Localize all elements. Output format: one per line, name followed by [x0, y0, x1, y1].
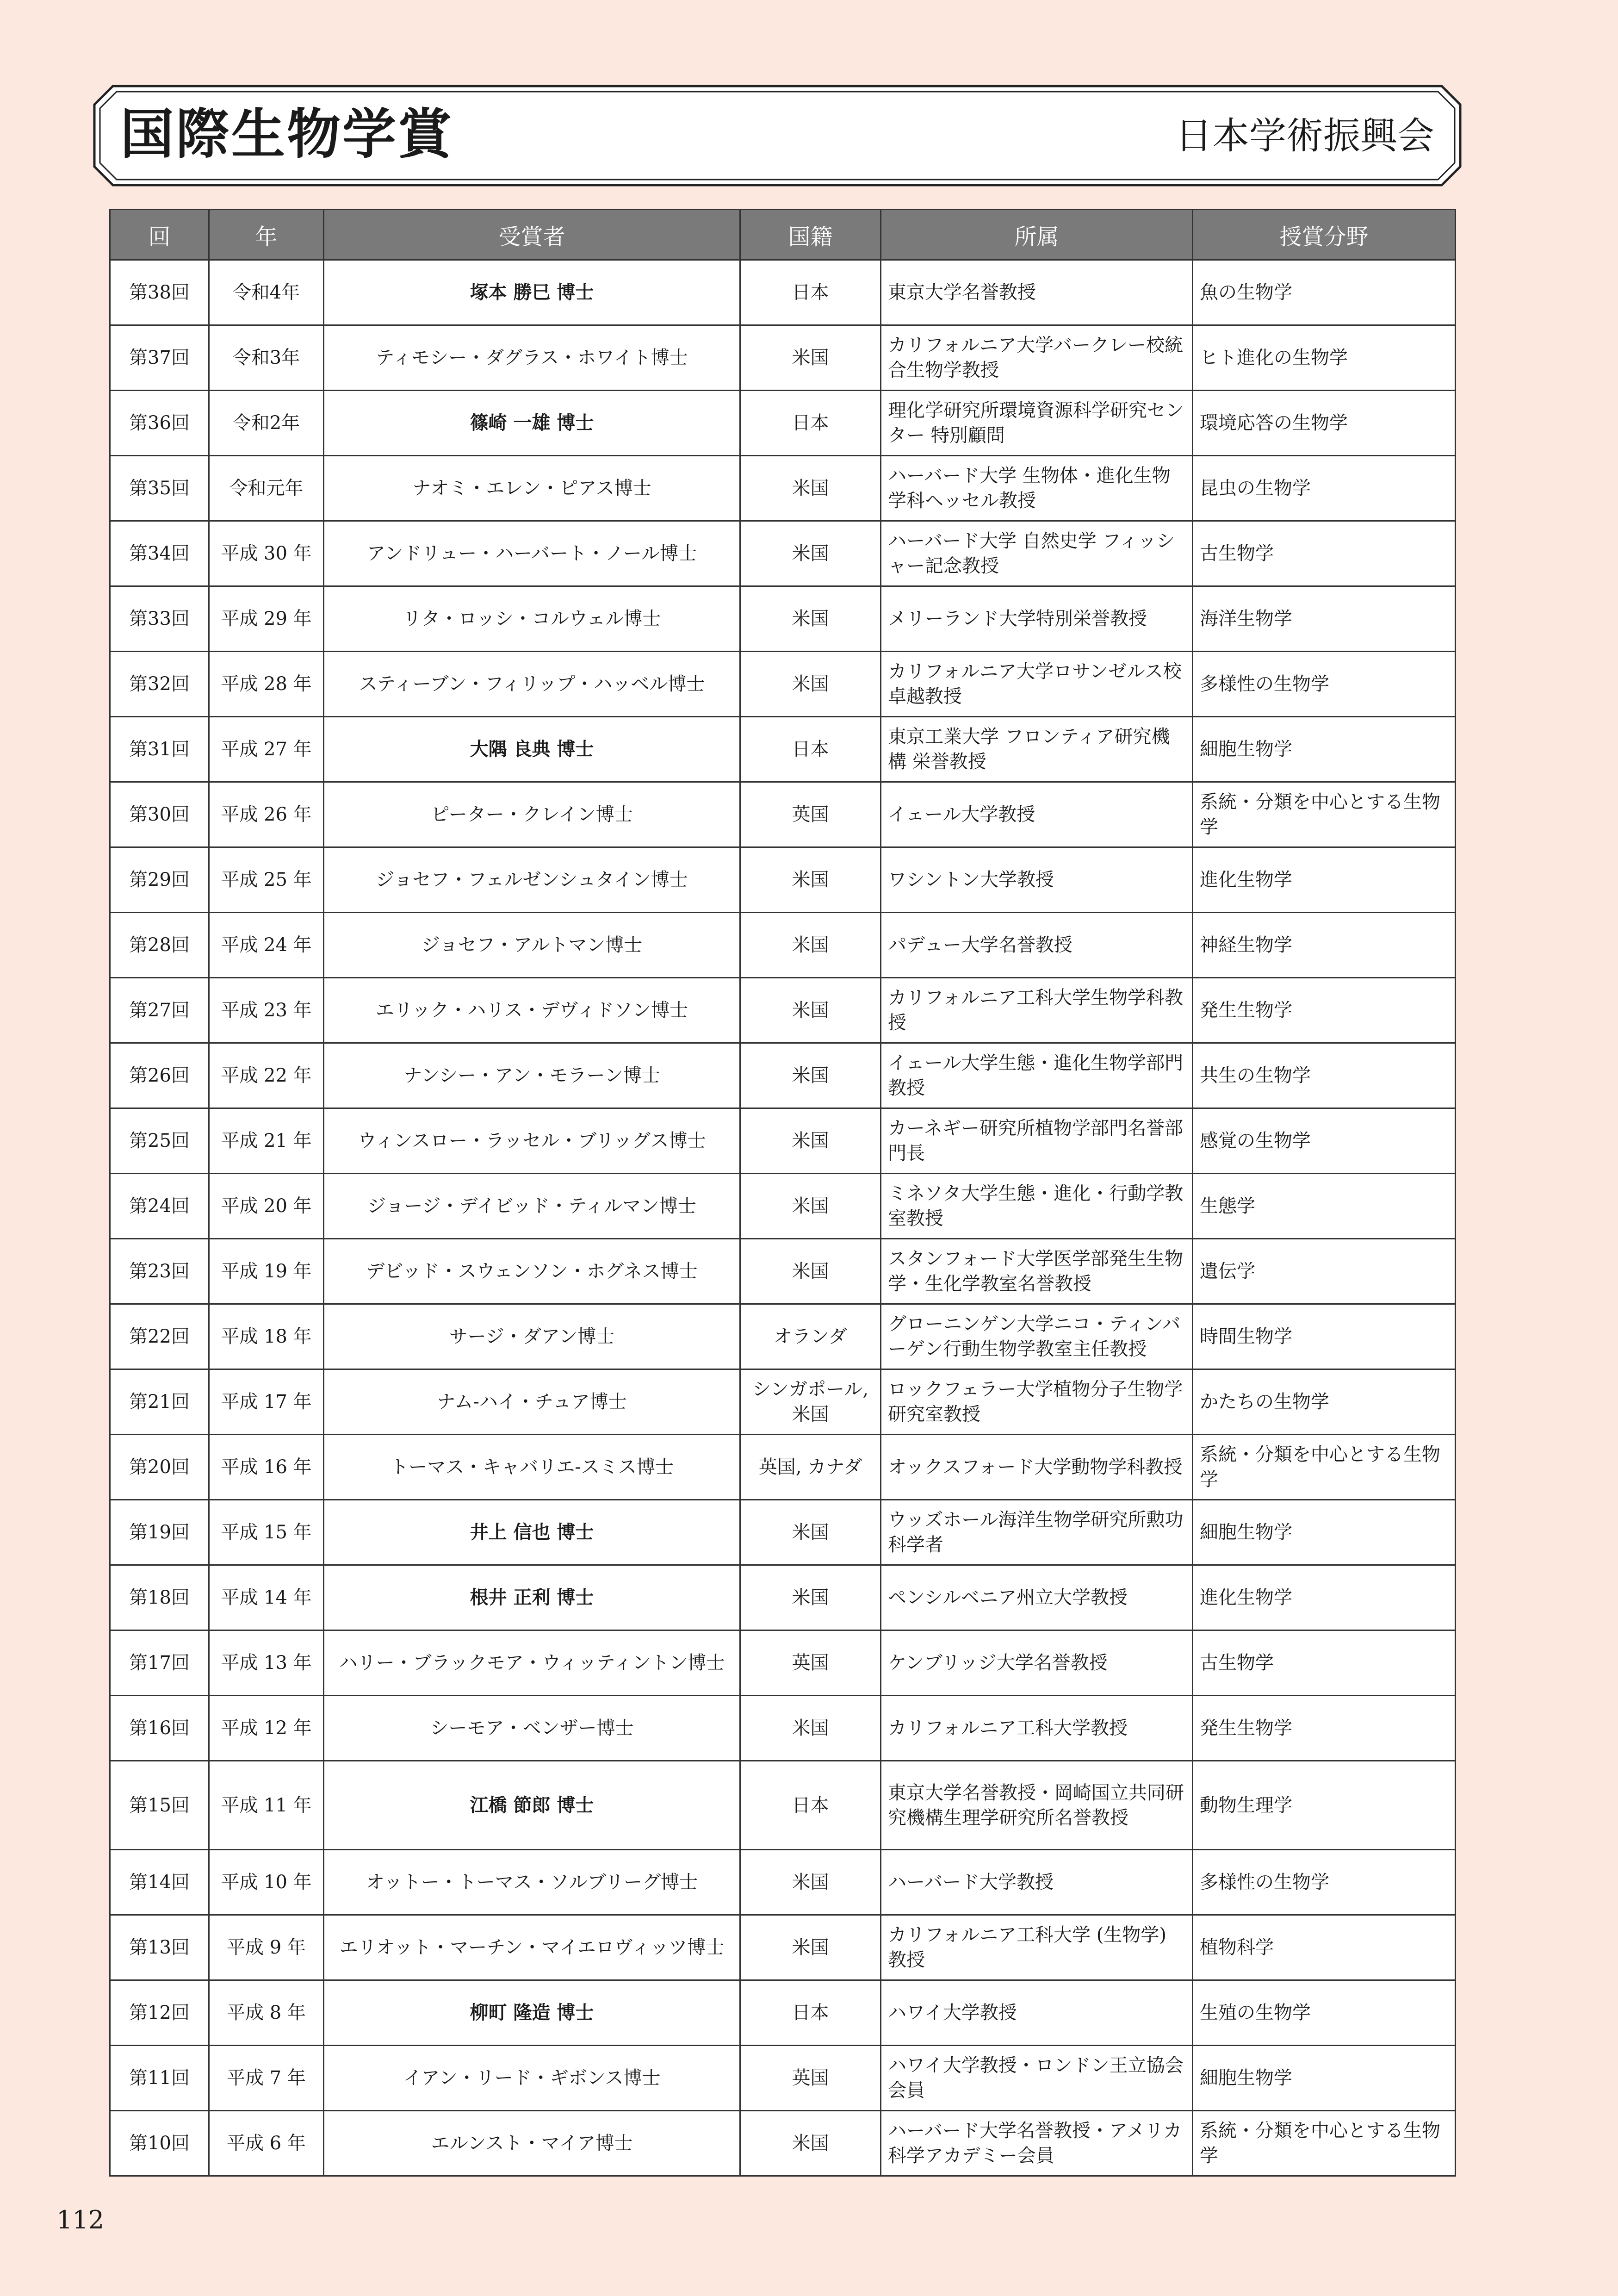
table-row: [110, 652, 1456, 717]
winner-cell: サージ・ダアン博士: [324, 1304, 740, 1369]
page-title: 国際生物学賞: [120, 103, 453, 166]
awards-table: [109, 209, 1456, 2177]
field-cell: 細胞生物学: [1193, 2046, 1456, 2111]
table-row: [110, 586, 1456, 652]
winner-cell: 大隅 良典 博士: [324, 717, 740, 782]
field-cell: 多様性の生物学: [1193, 652, 1456, 717]
year-cell: 平成 7 年: [209, 2046, 324, 2111]
field-cell: 植物科学: [1193, 1915, 1456, 1980]
field-cell: 細胞生物学: [1193, 717, 1456, 782]
table-row: [110, 1435, 1456, 1500]
winner-cell: 篠崎 一雄 博士: [324, 391, 740, 456]
field-cell: 系統・分類を中心とする生物学: [1193, 1435, 1456, 1500]
table-row: [110, 978, 1456, 1043]
table-row: [110, 1043, 1456, 1108]
nationality-cell: 米国: [740, 1565, 881, 1630]
table-row: [110, 325, 1456, 391]
affiliation-cell: 東京大学名誉教授・岡崎国立共同研究機構生理学研究所名誉教授: [881, 1761, 1193, 1850]
nationality-cell: 米国: [740, 325, 881, 391]
nationality-cell: 米国: [740, 1696, 881, 1761]
round-cell: 第10回: [110, 2111, 209, 2176]
nationality-cell: 日本: [740, 260, 881, 325]
year-cell: 平成 28 年: [209, 652, 324, 717]
table-row: [110, 847, 1456, 913]
table-row: [110, 391, 1456, 456]
table-header-row: [110, 210, 1456, 260]
winner-cell: ナオミ・エレン・ピアス博士: [324, 456, 740, 521]
nationality-cell: オランダ: [740, 1304, 881, 1369]
round-cell: 第36回: [110, 391, 209, 456]
field-cell: かたちの生物学: [1193, 1369, 1456, 1435]
round-cell: 第38回: [110, 260, 209, 325]
table-row: [110, 1369, 1456, 1435]
affiliation-cell: ケンブリッジ大学名誉教授: [881, 1630, 1193, 1696]
winner-cell: 井上 信也 博士: [324, 1500, 740, 1565]
nationality-cell: 米国: [740, 1915, 881, 1980]
winner-cell: リタ・ロッシ・コルウェル博士: [324, 586, 740, 652]
winner-cell: エリック・ハリス・デヴィドソン博士: [324, 978, 740, 1043]
year-cell: 平成 6 年: [209, 2111, 324, 2176]
round-cell: 第24回: [110, 1174, 209, 1239]
winner-cell: エルンスト・マイア博士: [324, 2111, 740, 2176]
nationality-cell: 日本: [740, 1980, 881, 2046]
affiliation-cell: ロックフェラー大学植物分子生物学研究室教授: [881, 1369, 1193, 1435]
winner-cell: ジョージ・デイビッド・ティルマン博士: [324, 1174, 740, 1239]
nationality-cell: 米国: [740, 1174, 881, 1239]
field-cell: 環境応答の生物学: [1193, 391, 1456, 456]
year-cell: 平成 18 年: [209, 1304, 324, 1369]
round-cell: 第12回: [110, 1980, 209, 2046]
nationality-cell: シンガポール, 米国: [740, 1369, 881, 1435]
year-cell: 平成 10 年: [209, 1850, 324, 1915]
nationality-cell: 米国: [740, 521, 881, 586]
affiliation-cell: カリフォルニア大学ロサンゼルス校卓越教授: [881, 652, 1193, 717]
table-row: [110, 2046, 1456, 2111]
winner-cell: イアン・リード・ギボンス博士: [324, 2046, 740, 2111]
affiliation-cell: ハーバード大学 生物体・進化生物学科ヘッセル教授: [881, 456, 1193, 521]
year-cell: 平成 16 年: [209, 1435, 324, 1500]
round-cell: 第37回: [110, 325, 209, 391]
field-cell: 発生生物学: [1193, 978, 1456, 1043]
table-row: [110, 1696, 1456, 1761]
winner-cell: ウィンスロー・ラッセル・ブリッグス博士: [324, 1108, 740, 1174]
affiliation-cell: カーネギー研究所植物学部門名誉部門長: [881, 1108, 1193, 1174]
affiliation-cell: ハワイ大学教授: [881, 1980, 1193, 2046]
nationality-cell: 米国: [740, 1043, 881, 1108]
round-cell: 第15回: [110, 1761, 209, 1850]
table-row: [110, 717, 1456, 782]
table-row: [110, 2111, 1456, 2176]
field-cell: 時間生物学: [1193, 1304, 1456, 1369]
round-cell: 第30回: [110, 782, 209, 847]
affiliation-cell: ワシントン大学教授: [881, 847, 1193, 913]
affiliation-cell: 理化学研究所環境資源科学研究センター 特別顧問: [881, 391, 1193, 456]
year-cell: 平成 21 年: [209, 1108, 324, 1174]
table-row: [110, 913, 1456, 978]
round-cell: 第13回: [110, 1915, 209, 1980]
winner-cell: スティーブン・フィリップ・ハッベル博士: [324, 652, 740, 717]
field-cell: 動物生理学: [1193, 1761, 1456, 1850]
round-cell: 第17回: [110, 1630, 209, 1696]
table-row: [110, 1850, 1456, 1915]
field-cell: 古生物学: [1193, 521, 1456, 586]
field-cell: 生殖の生物学: [1193, 1980, 1456, 2046]
field-cell: 細胞生物学: [1193, 1500, 1456, 1565]
winner-cell: 江橋 節郎 博士: [324, 1761, 740, 1850]
year-cell: 平成 30 年: [209, 521, 324, 586]
field-cell: 進化生物学: [1193, 1565, 1456, 1630]
nationality-cell: 日本: [740, 1761, 881, 1850]
nationality-cell: 米国: [740, 456, 881, 521]
table-row: [110, 521, 1456, 586]
winner-cell: ナンシー・アン・モラーン博士: [324, 1043, 740, 1108]
field-cell: 系統・分類を中心とする生物学: [1193, 782, 1456, 847]
year-cell: 平成 9 年: [209, 1915, 324, 1980]
column-header-round: 回: [110, 210, 209, 260]
winner-cell: エリオット・マーチン・マイエロヴィッツ博士: [324, 1915, 740, 1980]
round-cell: 第16回: [110, 1696, 209, 1761]
year-cell: 平成 17 年: [209, 1369, 324, 1435]
winner-cell: 塚本 勝巳 博士: [324, 260, 740, 325]
round-cell: 第29回: [110, 847, 209, 913]
field-cell: 神経生物学: [1193, 913, 1456, 978]
field-cell: 遺伝学: [1193, 1239, 1456, 1304]
affiliation-cell: ハーバード大学名誉教授・アメリカ科学アカデミー会員: [881, 2111, 1193, 2176]
field-cell: 海洋生物学: [1193, 586, 1456, 652]
affiliation-cell: ウッズホール海洋生物学研究所勲功科学者: [881, 1500, 1193, 1565]
winner-cell: 柳町 隆造 博士: [324, 1980, 740, 2046]
table-row: [110, 1108, 1456, 1174]
field-cell: 共生の生物学: [1193, 1043, 1456, 1108]
winner-cell: ナム-ハイ・チュア博士: [324, 1369, 740, 1435]
round-cell: 第31回: [110, 717, 209, 782]
field-cell: 昆虫の生物学: [1193, 456, 1456, 521]
round-cell: 第33回: [110, 586, 209, 652]
table-row: [110, 1761, 1456, 1850]
winner-cell: オットー・トーマス・ソルブリーグ博士: [324, 1850, 740, 1915]
round-cell: 第14回: [110, 1850, 209, 1915]
year-cell: 平成 14 年: [209, 1565, 324, 1630]
table-row: [110, 1174, 1456, 1239]
field-cell: 感覚の生物学: [1193, 1108, 1456, 1174]
table-row: [110, 1565, 1456, 1630]
round-cell: 第21回: [110, 1369, 209, 1435]
year-cell: 平成 26 年: [209, 782, 324, 847]
year-cell: 平成 8 年: [209, 1980, 324, 2046]
affiliation-cell: 東京工業大学 フロンティア研究機構 栄誉教授: [881, 717, 1193, 782]
field-cell: 古生物学: [1193, 1630, 1456, 1696]
affiliation-cell: カリフォルニア大学バークレー校統合生物学教授: [881, 325, 1193, 391]
nationality-cell: 英国: [740, 2046, 881, 2111]
column-header-year: 年: [209, 210, 324, 260]
column-header-field: 授賞分野: [1193, 210, 1456, 260]
year-cell: 令和4年: [209, 260, 324, 325]
field-cell: ヒト進化の生物学: [1193, 325, 1456, 391]
affiliation-cell: スタンフォード大学医学部発生生物学・生化学教室名誉教授: [881, 1239, 1193, 1304]
year-cell: 平成 20 年: [209, 1174, 324, 1239]
affiliation-cell: ハーバード大学 自然史学 フィッシャー記念教授: [881, 521, 1193, 586]
affiliation-cell: ペンシルベニア州立大学教授: [881, 1565, 1193, 1630]
round-cell: 第20回: [110, 1435, 209, 1500]
round-cell: 第18回: [110, 1565, 209, 1630]
round-cell: 第28回: [110, 913, 209, 978]
page-number: 112: [56, 2205, 105, 2234]
year-cell: 令和3年: [209, 325, 324, 391]
year-cell: 平成 12 年: [209, 1696, 324, 1761]
nationality-cell: 英国, カナダ: [740, 1435, 881, 1500]
winner-cell: ピーター・クレイン博士: [324, 782, 740, 847]
field-cell: 生態学: [1193, 1174, 1456, 1239]
nationality-cell: 英国: [740, 782, 881, 847]
nationality-cell: 日本: [740, 717, 881, 782]
nationality-cell: 日本: [740, 391, 881, 456]
nationality-cell: 米国: [740, 586, 881, 652]
affiliation-cell: カリフォルニア工科大学教授: [881, 1696, 1193, 1761]
round-cell: 第34回: [110, 521, 209, 586]
nationality-cell: 米国: [740, 913, 881, 978]
winner-cell: デビッド・スウェンソン・ホグネス博士: [324, 1239, 740, 1304]
table-row: [110, 1980, 1456, 2046]
year-cell: 平成 22 年: [209, 1043, 324, 1108]
field-cell: 多様性の生物学: [1193, 1850, 1456, 1915]
winner-cell: アンドリュー・ハーバート・ノール博士: [324, 521, 740, 586]
affiliation-cell: パデュー大学名誉教授: [881, 913, 1193, 978]
nationality-cell: 英国: [740, 1630, 881, 1696]
year-cell: 令和元年: [209, 456, 324, 521]
field-cell: 系統・分類を中心とする生物学: [1193, 2111, 1456, 2176]
year-cell: 平成 13 年: [209, 1630, 324, 1696]
round-cell: 第35回: [110, 456, 209, 521]
affiliation-cell: ハーバード大学教授: [881, 1850, 1193, 1915]
winner-cell: ジョセフ・アルトマン博士: [324, 913, 740, 978]
nationality-cell: 米国: [740, 2111, 881, 2176]
table-row: [110, 1630, 1456, 1696]
year-cell: 平成 11 年: [209, 1761, 324, 1850]
affiliation-cell: カリフォルニア工科大学生物学科教授: [881, 978, 1193, 1043]
table-row: [110, 260, 1456, 325]
round-cell: 第11回: [110, 2046, 209, 2111]
year-cell: 平成 25 年: [209, 847, 324, 913]
column-header-affiliation: 所属: [881, 210, 1193, 260]
nationality-cell: 米国: [740, 978, 881, 1043]
year-cell: 平成 27 年: [209, 717, 324, 782]
year-cell: 令和2年: [209, 391, 324, 456]
winner-cell: ジョセフ・フェルゼンシュタイン博士: [324, 847, 740, 913]
nationality-cell: 米国: [740, 1239, 881, 1304]
table-row: [110, 1239, 1456, 1304]
field-cell: 発生生物学: [1193, 1696, 1456, 1761]
nationality-cell: 米国: [740, 1850, 881, 1915]
round-cell: 第22回: [110, 1304, 209, 1369]
round-cell: 第32回: [110, 652, 209, 717]
table-row: [110, 1915, 1456, 1980]
organization-name: 日本学術振興会: [1175, 114, 1434, 157]
table-row: [110, 1500, 1456, 1565]
nationality-cell: 米国: [740, 652, 881, 717]
winner-cell: ハリー・ブラックモア・ウィッティントン博士: [324, 1630, 740, 1696]
year-cell: 平成 19 年: [209, 1239, 324, 1304]
winner-cell: ティモシー・ダグラス・ホワイト博士: [324, 325, 740, 391]
field-cell: 進化生物学: [1193, 847, 1456, 913]
round-cell: 第26回: [110, 1043, 209, 1108]
affiliation-cell: オックスフォード大学動物学科教授: [881, 1435, 1193, 1500]
nationality-cell: 米国: [740, 1108, 881, 1174]
affiliation-cell: ハワイ大学教授・ロンドン王立協会会員: [881, 2046, 1193, 2111]
column-header-winner: 受賞者: [324, 210, 740, 260]
winner-cell: シーモア・ベンザー博士: [324, 1696, 740, 1761]
year-cell: 平成 24 年: [209, 913, 324, 978]
year-cell: 平成 23 年: [209, 978, 324, 1043]
affiliation-cell: カリフォルニア工科大学 (生物学) 教授: [881, 1915, 1193, 1980]
round-cell: 第27回: [110, 978, 209, 1043]
nationality-cell: 米国: [740, 1500, 881, 1565]
round-cell: 第25回: [110, 1108, 209, 1174]
nationality-cell: 米国: [740, 847, 881, 913]
affiliation-cell: メリーランド大学特別栄誉教授: [881, 586, 1193, 652]
round-cell: 第23回: [110, 1239, 209, 1304]
table-row: [110, 782, 1456, 847]
winner-cell: 根井 正利 博士: [324, 1565, 740, 1630]
table-row: [110, 456, 1456, 521]
table-row: [110, 1304, 1456, 1369]
page-header: [93, 84, 1462, 187]
year-cell: 平成 29 年: [209, 586, 324, 652]
year-cell: 平成 15 年: [209, 1500, 324, 1565]
affiliation-cell: グローニンゲン大学ニコ・ティンバーゲン行動生物学教室主任教授: [881, 1304, 1193, 1369]
round-cell: 第19回: [110, 1500, 209, 1565]
affiliation-cell: イェール大学教授: [881, 782, 1193, 847]
affiliation-cell: 東京大学名誉教授: [881, 260, 1193, 325]
winner-cell: トーマス・キャバリエ-スミス博士: [324, 1435, 740, 1500]
affiliation-cell: ミネソタ大学生態・進化・行動学教室教授: [881, 1174, 1193, 1239]
field-cell: 魚の生物学: [1193, 260, 1456, 325]
affiliation-cell: イェール大学生態・進化生物学部門教授: [881, 1043, 1193, 1108]
column-header-nationality: 国籍: [740, 210, 881, 260]
